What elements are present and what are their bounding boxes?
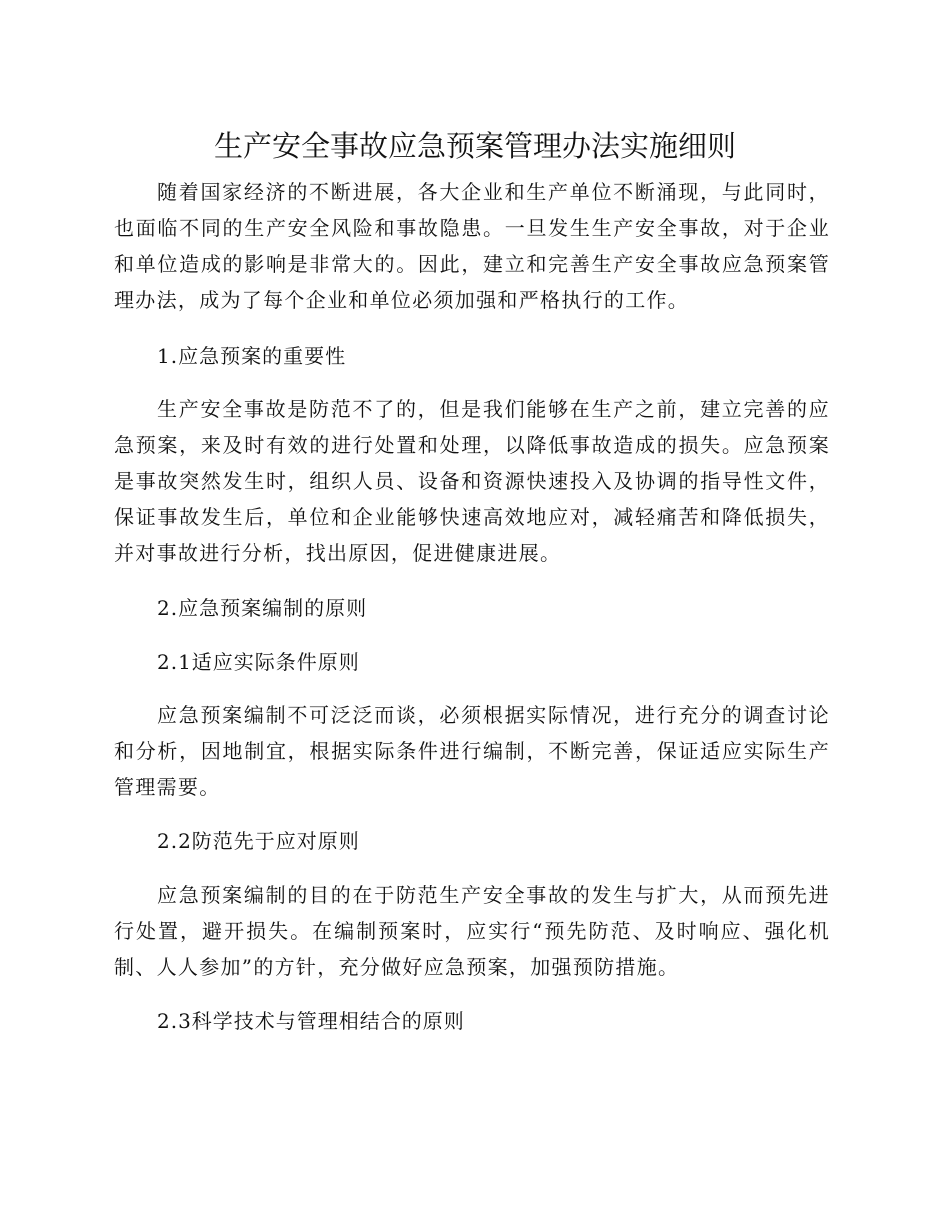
section-heading-adapt-conditions: 2.1适应实际条件原则 <box>157 650 360 674</box>
intro-paragraph: 随着国家经济的不断进展，各大企业和生产单位不断涌现，与此同时，也面临不同的生产安全风险和事故隐患。一旦发生生产安全事故，对于企业和单位造成的影响是非常大的。因此，建立和完善生产安全事故应急预案管理办法，成为了每个企业和单位必须加强和严格执行的工作。 <box>114 180 830 312</box>
section-heading-science-management: 2.3科学技术与管理相结合的原则 <box>157 1009 465 1033</box>
section-heading-prevention-first: 2.2防范先于应对原则 <box>157 829 360 853</box>
section-body-importance: 生产安全事故是防范不了的，但是我们能够在生产之前，建立完善的应急预案，来及时有效的进行处置和处理，以降低事故造成的损失。应急预案是事故突然发生时，组织人员、设备和资源快速投入及协调的指导性文件，保证事故发生后，单位和企业能够快速高效地应对，减轻痛苦和降低损失，并对事故进行分析，找出原因，促进健康进展。 <box>114 397 830 565</box>
section-body-prevention-first: 应急预案编制的目的在于防范生产安全事故的发生与扩大，从而预先进行处置，避开损失。在编制预案时，应实行“预先防范、及时响应、强化机制、人人参加”的方针，充分做好应急预案，加强预防措施。 <box>114 883 830 979</box>
section-body-adapt-conditions: 应急预案编制不可泛泛而谈，必须根据实际情况，进行充分的调查讨论和分析，因地制宜，根据实际条件进行编制，不断完善，保证适应实际生产管理需要。 <box>114 703 830 799</box>
section-heading-principles: 2.应急预案编制的原则 <box>157 596 368 620</box>
document-title: 生产安全事故应急预案管理办法实施细则 <box>213 129 736 163</box>
section-heading-importance: 1.应急预案的重要性 <box>157 344 347 368</box>
